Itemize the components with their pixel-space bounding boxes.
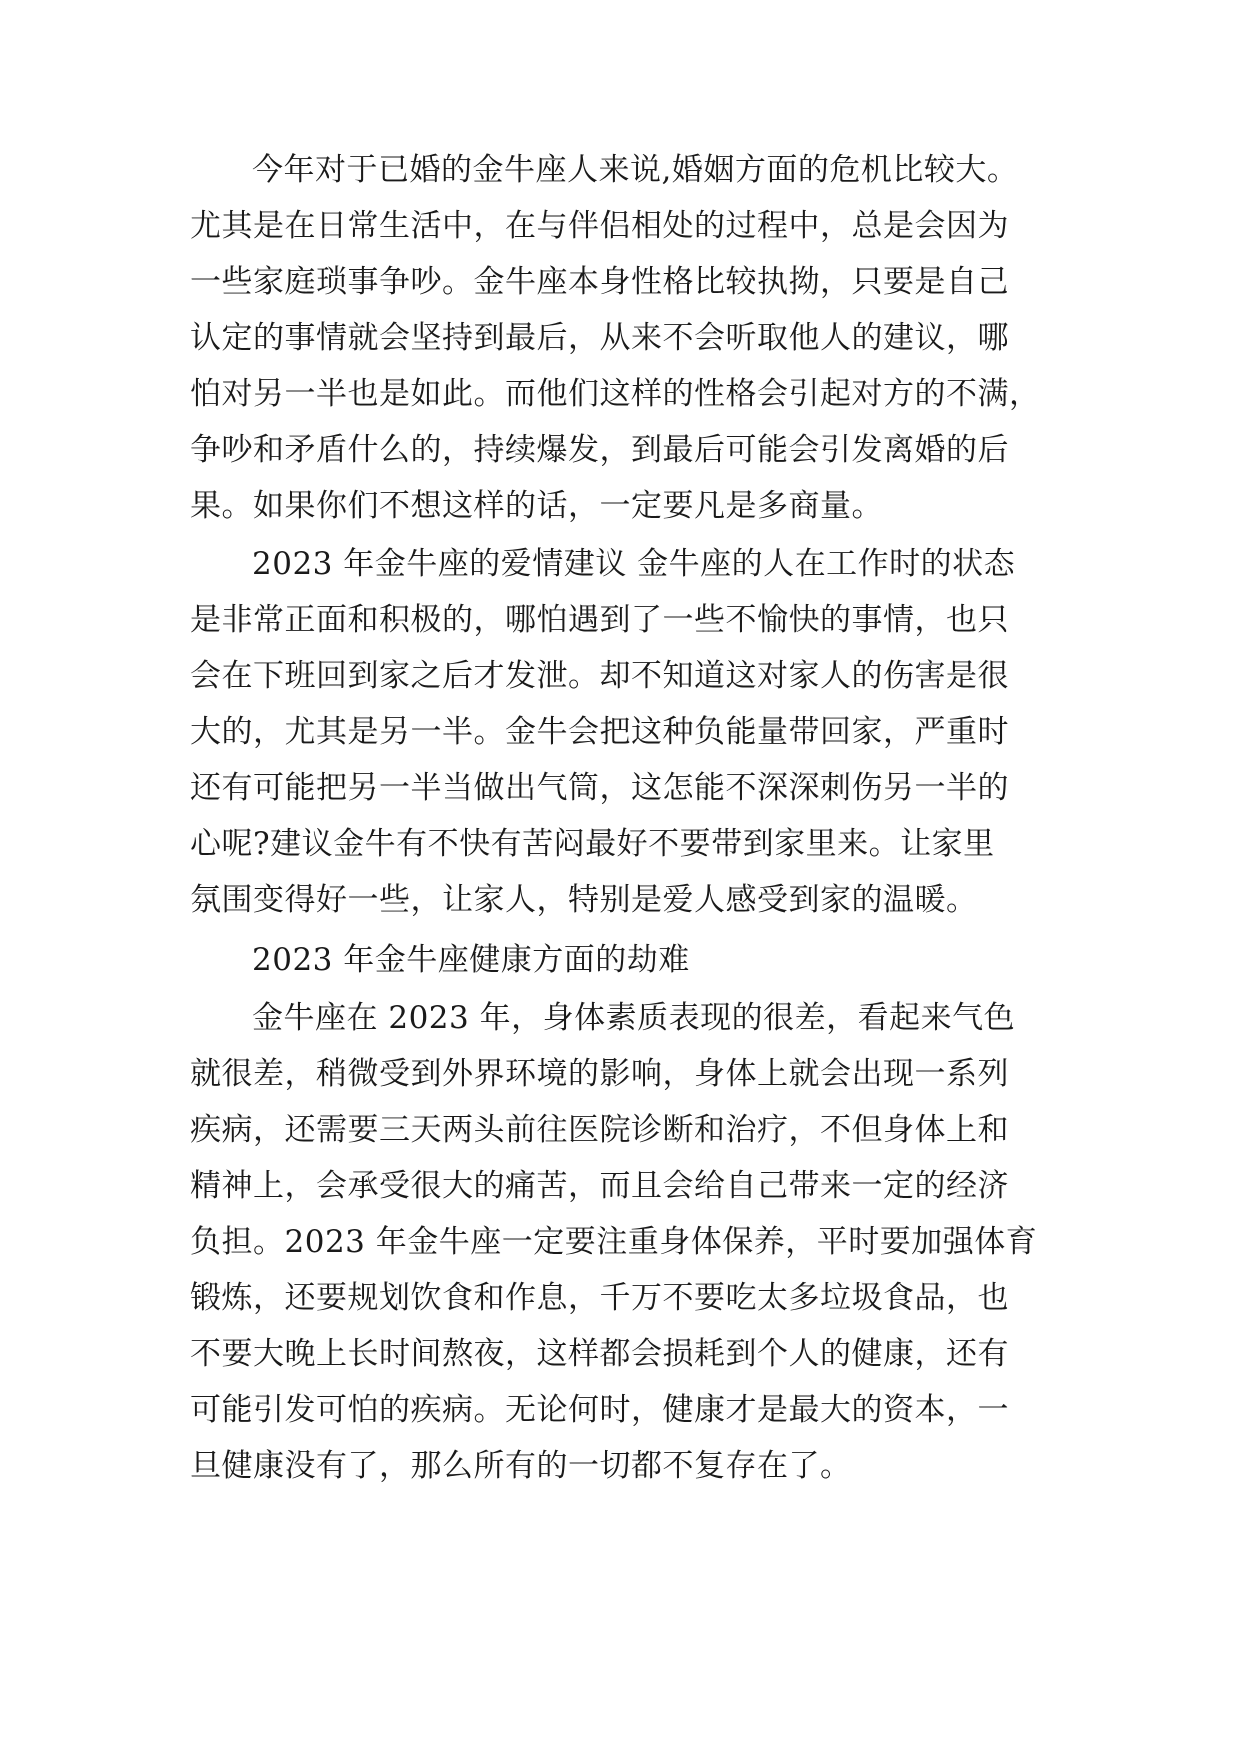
- text-line: 怕对另一半也是如此。而他们这样的性格会引起对方的不满，: [190, 376, 1041, 412]
- text-line: 疾病，还需要三天两头前往医院诊断和治疗，不但身体上和: [190, 1112, 1009, 1148]
- text-line: 争吵和矛盾什么的，持续爆发，到最后可能会引发离婚的后: [190, 432, 1009, 468]
- text-line: 尤其是在日常生活中，在与伴侣相处的过程中，总是会因为: [190, 208, 1009, 244]
- text-line: 金牛座在 2023 年，身体素质表现的很差，看起来气色: [252, 1000, 1016, 1036]
- text-line: 不要大晚上长时间熬夜，这样都会损耗到个人的健康，还有: [190, 1336, 1009, 1372]
- text-line: 大的，尤其是另一半。金牛会把这种负能量带回家，严重时: [190, 714, 1009, 750]
- text-line: 氛围变得好一些，让家人，特别是爱人感受到家的温暖。: [190, 882, 978, 918]
- text-line: 一些家庭琐事争吵。金牛座本身性格比较执拗，只要是自己: [190, 264, 1009, 300]
- text-line: 心呢?建议金牛有不快有苦闷最好不要带到家里来。让家里: [190, 826, 995, 862]
- text-line: 认定的事情就会坚持到最后，从来不会听取他人的建议，哪: [190, 320, 1009, 356]
- text-line: 是非常正面和积极的，哪怕遇到了一些不愉快的事情，也只: [190, 602, 1009, 638]
- text-line: 负担。2023 年金牛座一定要注重身体保养，平时要加强体育: [190, 1224, 1038, 1260]
- text-line: 会在下班回到家之后才发泄。却不知道这对家人的伤害是很: [190, 658, 1009, 694]
- text-line: 锻炼，还要规划饮食和作息，千万不要吃太多垃圾食品，也: [190, 1280, 1009, 1316]
- text-line: 果。如果你们不想这样的话，一定要凡是多商量。: [190, 488, 883, 524]
- text-line: 今年对于已婚的金牛座人来说,婚姻方面的危机比较大。: [252, 152, 1019, 188]
- text-line: 可能引发可怕的疾病。无论何时，健康才是最大的资本，一: [190, 1392, 1009, 1428]
- text-line: 还有可能把另一半当做出气筒，这怎能不深深刺伤另一半的: [190, 770, 1009, 806]
- text-line: 精神上，会承受很大的痛苦，而且会给自己带来一定的经济: [190, 1168, 1009, 1204]
- section-heading-line: 2023 年金牛座的爱情建议 金牛座的人在工作时的状态: [252, 546, 1016, 582]
- text-line: 就很差，稍微受到外界环境的影响，身体上就会出现一系列: [190, 1056, 1009, 1092]
- text-line: 旦健康没有了，那么所有的一切都不复存在了。: [190, 1448, 852, 1484]
- section-heading: 2023 年金牛座健康方面的劫难: [252, 942, 690, 978]
